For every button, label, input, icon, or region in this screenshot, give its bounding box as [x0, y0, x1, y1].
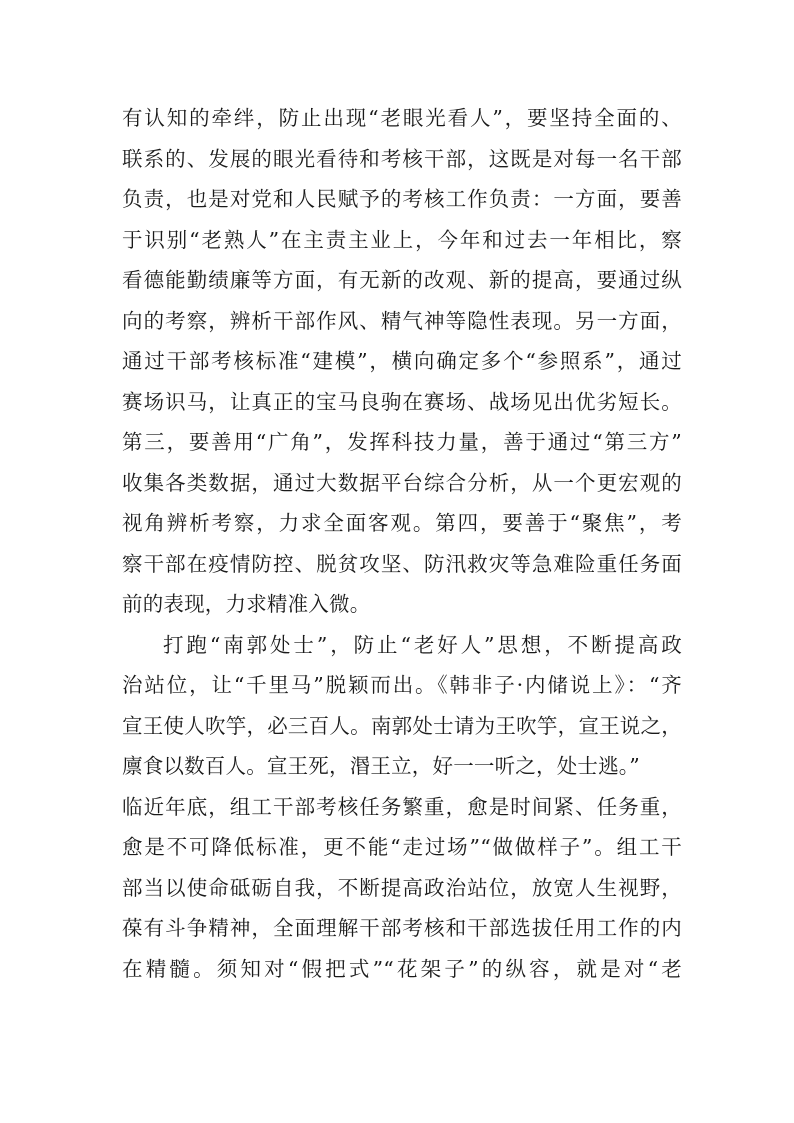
text-line: 葆有斗争精神，全面理解干部考核和干部选拔任用工作的内 [122, 916, 682, 940]
body-text [122, 98, 682, 989]
text-line: 负责，也是对党和人民赋予的考核工作负责：一方面，要善 [122, 187, 682, 211]
text-line: 赛场识马，让真正的宝马良驹在赛场、战场见出优劣短长。 [122, 389, 682, 414]
text-line: 廪食以数百人。宣王死，湣王立，好一一听之，处士逃。” [122, 754, 640, 778]
text-line: 通过干部考核标准“建模”，横向确定多个“参照系”，通过 [122, 349, 682, 373]
text-line: 看德能勤绩廉等方面，有无新的改观、新的提高，要通过纵 [122, 268, 682, 292]
text-line: 在精髓。须知对“假把式”“花架子”的纵容，就是对“老 [122, 956, 682, 981]
text-line: 察干部在疫情防控、脱贫攻坚、防汛救灾等急难险重任务面 [122, 551, 682, 576]
text-line: 前的表现，力求精准入微。 [122, 592, 371, 616]
paragraph-start-line: 打跑“南郭处士”，防止“老好人”思想，不断提高政 [163, 632, 682, 657]
text-line: 视角辨析考察，力求全面客观。第四，要善于“聚焦”，考 [122, 511, 682, 535]
text-line: 收集各类数据，通过大数据平台综合分析，从一个更宏观的 [122, 470, 682, 495]
text-line: 宣王使人吹竽，必三百人。南郭处士请为王吹竽，宣王说之， [122, 713, 682, 738]
text-line: 愈是不可降低标准，更不能“走过场”“做做样子”。组工干 [122, 835, 682, 859]
text-line: 临近年底，组工干部考核任务繁重，愈是时间紧、任务重， [122, 794, 682, 819]
text-line: 治站位，让“千里马”脱颖而出。《韩非子·内储说上》：“齐 [122, 673, 682, 697]
text-line: 联系的、发展的眼光看待和考核干部，这既是对每一名干部 [122, 146, 682, 171]
text-line: 部当以使命砥砺自我，不断提高政治站位，放宽人生视野， [122, 875, 682, 900]
text-line: 第三，要善用“广角”，发挥科技力量，善于通过“第三方” [122, 430, 682, 454]
text-line: 有认知的牵绊，防止出现“老眼光看人”，要坚持全面的、 [122, 106, 682, 130]
text-line: 向的考察，辨析干部作风、精气神等隐性表现。另一方面， [122, 308, 682, 333]
text-line: 于识别“老熟人”在主责主业上，今年和过去一年相比，察 [122, 227, 682, 252]
